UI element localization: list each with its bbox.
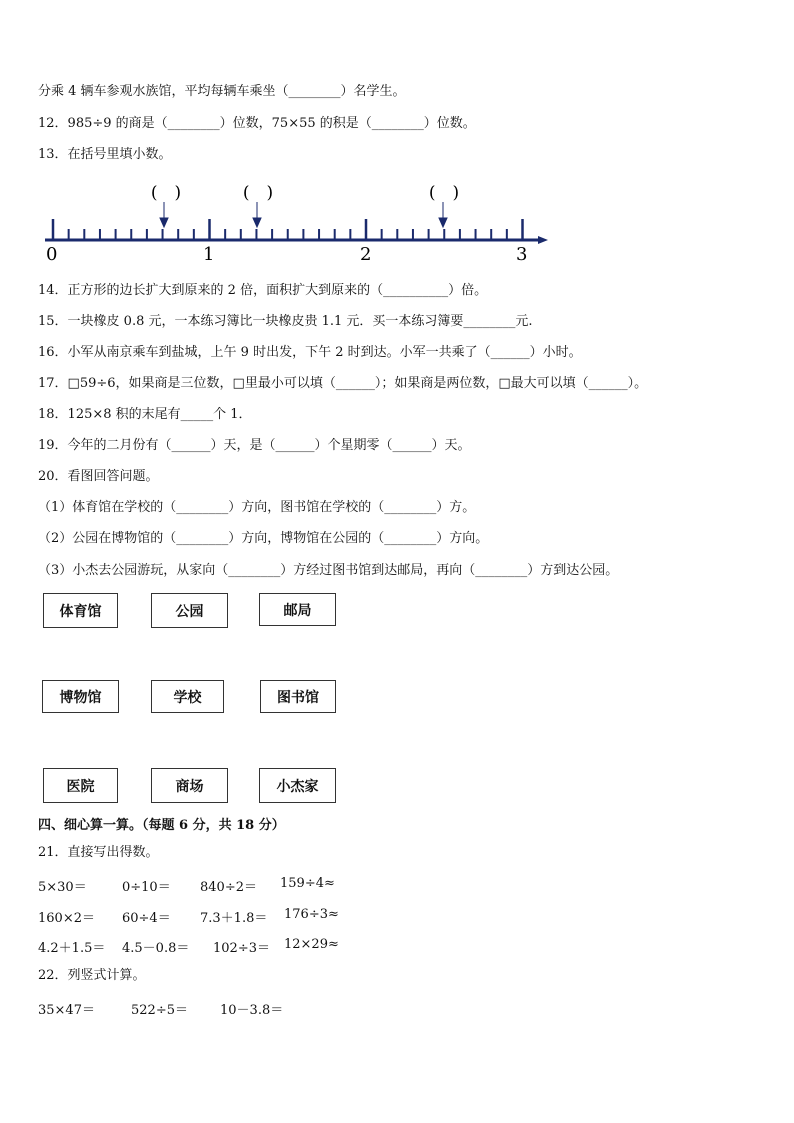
box-mall: 商场 [151, 768, 228, 803]
question-16: 16．小军从南京乘车到盐城，上午 9 时出发，下午 2 时到达。小军一共乘了（______）小时。 [38, 345, 582, 360]
number-line [0, 170, 794, 270]
label-2: 2 [360, 244, 372, 265]
question-20-part-2: （2）公园在博物馆的（________）方向，博物馆在公园的（________）方向。 [38, 531, 489, 546]
number-line-labels [46, 244, 527, 265]
question-20: 20．看图回答问题。 [38, 469, 159, 484]
box-library: 图书馆 [260, 680, 336, 713]
question-19: 19．今年的二月份有（______）天，是（______）个星期零（______）天。 [38, 438, 471, 453]
box-gym: 体育馆 [43, 593, 118, 628]
calc-1-4: 159÷4≈ [280, 876, 335, 891]
box-post-office: 邮局 [259, 593, 336, 626]
question-17: 17．□59÷6，如果商是三位数，□里最小可以填（______）；如果商是两位数，□最大可以填（______）。 [38, 376, 648, 391]
vertical-calc-2: 522÷5＝ [131, 1003, 188, 1018]
box-park: 公园 [151, 593, 228, 628]
calc-1-1: 5×30＝ [38, 880, 87, 895]
calc-3-3: 102÷3＝ [213, 941, 270, 956]
bracket-3: ( ) [428, 183, 460, 203]
calc-3-2: 4.5－0.8＝ [122, 941, 190, 956]
question-11-continued: 分乘 4 辆车参观水族馆，平均每辆车乘坐（________）名学生。 [38, 84, 406, 99]
label-3: 3 [516, 244, 528, 265]
question-15: 15．一块橡皮 0.8 元，一本练习簿比一块橡皮贵 1.1 元．买一本练习簿要________元. [38, 314, 533, 329]
bracket-2: ( ) [242, 183, 274, 203]
box-museum: 博物馆 [42, 680, 119, 713]
box-school: 学校 [151, 680, 224, 713]
question-20-part-1: （1）体育馆在学校的（________）方向，图书馆在学校的（________）方。 [38, 500, 476, 515]
vertical-calc-1: 35×47＝ [38, 1003, 95, 1018]
calc-3-4: 12×29≈ [284, 937, 339, 952]
calc-2-3: 7.3＋1.8＝ [200, 911, 268, 926]
number-line-axis [45, 219, 548, 244]
number-line-arrows [160, 202, 447, 227]
calc-2-1: 160×2＝ [38, 911, 95, 926]
calc-1-3: 840÷2＝ [200, 880, 257, 895]
question-22: 22．列竖式计算。 [38, 968, 146, 983]
calc-2-2: 60÷4＝ [122, 911, 171, 926]
question-12: 12．985÷9 的商是（________）位数，75×55 的积是（________）位数。 [38, 116, 476, 131]
calc-2-4: 176÷3≈ [284, 907, 339, 922]
box-hospital: 医院 [43, 768, 118, 803]
question-18: 18．125×8 积的末尾有_____个 1． [38, 407, 252, 422]
question-20-part-3: （3）小杰去公园游玩，从家向（________）方经过图书馆到达邮局，再向（________）方到达公园。 [38, 563, 619, 578]
vertical-calc-3: 10－3.8＝ [220, 1003, 284, 1018]
bracket-1: ( ) [150, 183, 182, 203]
box-xiaojie-home: 小杰家 [259, 768, 336, 803]
question-14: 14．正方形的边长扩大到原来的 2 倍，面积扩大到原来的（__________）倍。 [38, 283, 488, 298]
number-line-brackets [151, 183, 459, 203]
calc-1-2: 0÷10＝ [122, 880, 171, 895]
calc-3-1: 4.2＋1.5＝ [38, 941, 106, 956]
label-1: 1 [203, 244, 215, 265]
question-13: 13．在括号里填小数。 [38, 147, 172, 162]
label-0: 0 [46, 244, 58, 265]
question-21: 21．直接写出得数。 [38, 845, 159, 860]
section-4-heading: 四、细心算一算。（每题 6 分，共 18 分） [38, 818, 285, 833]
